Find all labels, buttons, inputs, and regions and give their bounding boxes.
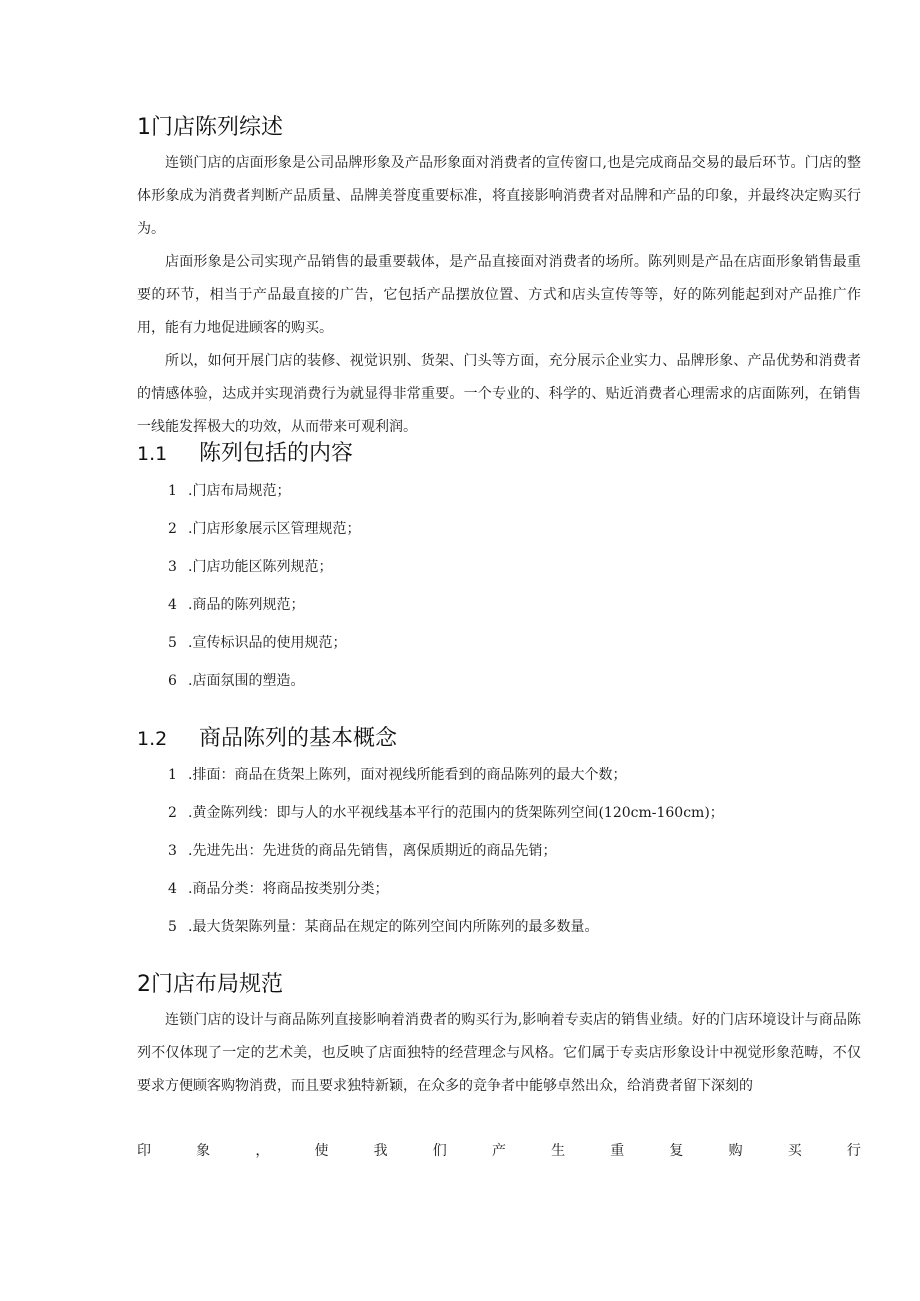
section-1-2-heading [137,726,397,752]
list-item: 2 .黄金陈列线：即与人的水平视线基本平行的范围内的货架陈列空间(120cm-160cm)； [168,805,724,821]
section-2-heading: 2门店布局规范 [137,972,283,997]
section-1-1-title: 陈列包括的内容 [199,441,354,466]
list-item: 4 .商品的陈列规范； [168,597,305,613]
list-item: 4 .商品分类：将商品按类别分类； [168,881,389,897]
section-1-paragraph-2: 店面形象是公司实现产品销售的最重要载体，是产品直接面对消费者的场所。陈列则是产品在店面形象销售最重要的环节，相当于产品最直接的广告，它包括产品摆放位置、方式和店头宣传等等，好的陈列能起到对产品推广作用，能有力地促进顾客的购买。 [137,254,861,336]
list-item: 1 .门店布局规范； [168,483,291,499]
section-1-1-list [168,472,360,700]
list-item: 6 .店面氛围的塑造。 [168,673,305,689]
section-2-paragraph: 连锁门店的设计与商品陈列直接影响着消费者的购买行为,影响着专卖店的销售业绩。好的门店环境设计与商品陈列不仅体现了一定的艺术美，也反映了店面独特的经营理念与风格。它们属于专卖店形象设计中视觉形象范畴，不仅要求方便顾客购物消费，而且要求独特新颖，在众多的竞争者中能够卓然出众，给消费者留下深刻的 [137,1012,861,1094]
list-item: 5 .最大货架陈列量：某商品在规定的陈列空间内所陈列的最多数量。 [168,919,599,935]
list-item: 1 .排面：商品在货架上陈列，面对视线所能看到的商品陈列的最大个数； [168,767,627,783]
list-item: 3 .先进先出：先进货的商品先销售，离保质期近的商品先销； [168,843,557,859]
section-1-1-number: 1.1 [137,443,168,465]
section-1-paragraph-3: 所以，如何开展门店的装修、视觉识别、货架、门头等方面，充分展示企业实力、品牌形象、产品优势和消费者的情感体验，达成并实现消费行为就显得非常重要。一个专业的、科学的、贴近消费者心理需求的店面陈列，在销售一线能发挥极大的功效，从而带来可观利润。 [137,353,861,435]
section-1-2-title: 商品陈列的基本概念 [199,726,398,751]
section-1-2-number: 1.2 [137,728,168,750]
section-1-heading: 1门店陈列综述 [137,115,283,140]
section-1-1-heading [137,441,353,467]
list-item: 2 .门店形象展示区管理规范； [168,521,361,537]
section-1-2-list [168,756,724,946]
list-item: 5 .宣传标识品的使用规范； [168,635,347,651]
section-2-last-line: 印 象 ， 使 我 们 产 生 重 复 购 买 行 [137,1143,861,1159]
list-item: 3 .门店功能区陈列规范； [168,559,333,575]
section-1-paragraph-1: 连锁门店的店面形象是公司品牌形象及产品形象面对消费者的宣传窗口,也是完成商品交易的最后环节。门店的整体形象成为消费者判断产品质量、品牌美誉度重要标准，将直接影响消费者对品牌和产品的印象，并最终决定购买行为。 [137,155,861,237]
